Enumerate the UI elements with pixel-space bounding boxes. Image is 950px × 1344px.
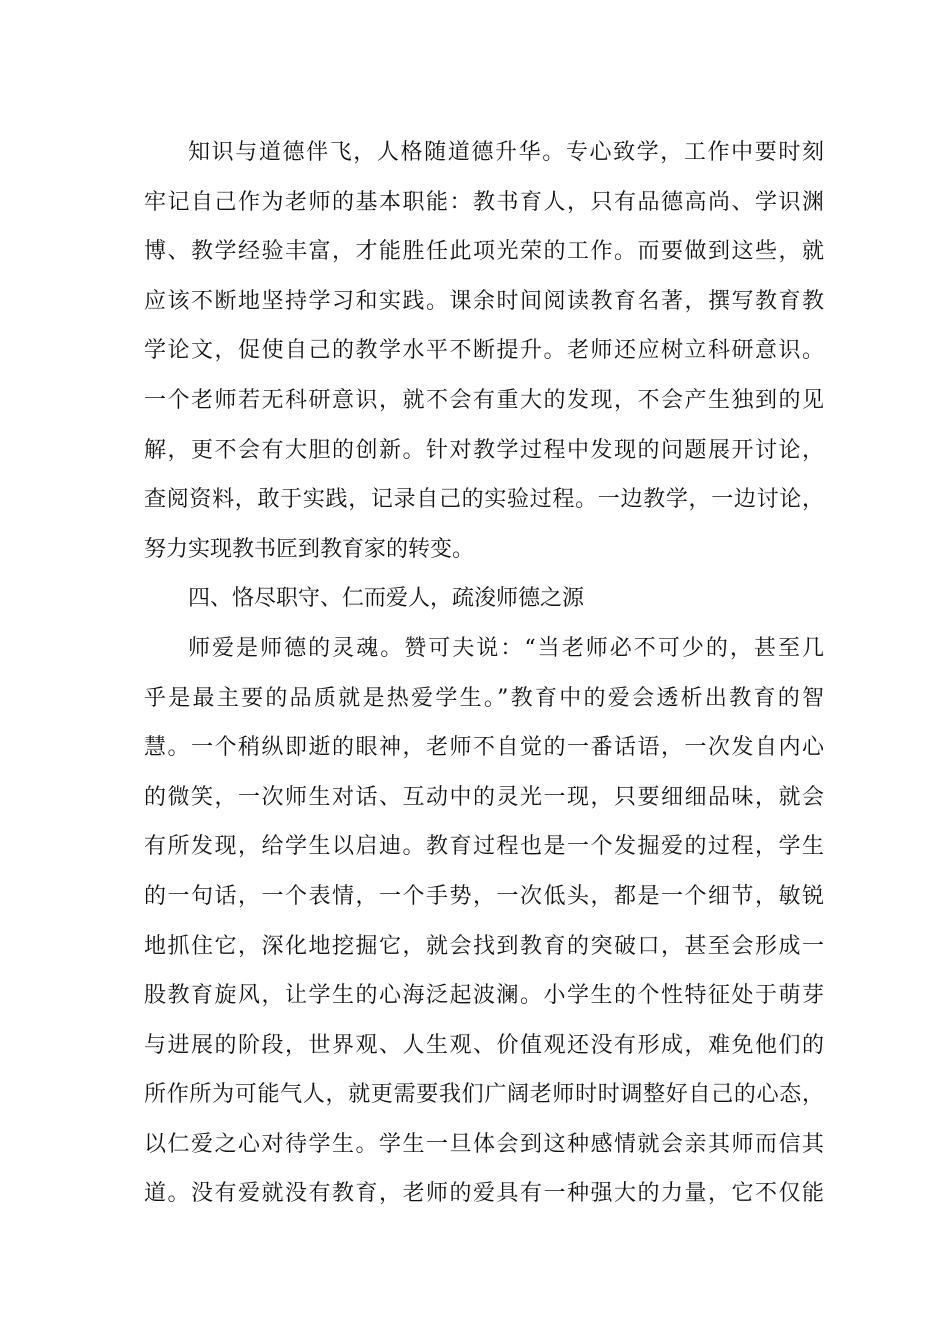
paragraph-line: 一个老师若无科研意识，就不会有重大的发现，不会产生独到的见 — [144, 387, 824, 413]
paragraph-line: 地抓住它，深化地挖掘它，就会找到教育的突破口，甚至会形成一 — [144, 933, 824, 959]
paragraph-line: 师爱是师德的灵魂。赞可夫说：“当老师必不可少的，甚至几 — [188, 635, 824, 661]
paragraph-line: 知识与道德伴飞，人格随道德升华。专心致学，工作中要时刻 — [188, 140, 824, 165]
paragraph-line: 查阅资料，敢于实践，记录自己的实验过程。一边教学，一边讨论， — [144, 487, 824, 513]
paragraph-line: 与进展的阶段，世界观、人生观、价值观还没有形成，难免他们的 — [144, 1032, 824, 1058]
paragraph-line: 乎是最主要的品质就是热爱学生。”教育中的爱会透析出教育的智 — [144, 685, 824, 711]
paragraph-line: 应该不断地坚持学习和实践。课余时间阅读教育名著，撰写教育教 — [144, 288, 824, 314]
body-text — [144, 128, 824, 1219]
paragraph-line: 慧。一个稍纵即逝的眼神，老师不自觉的一番话语，一次发自内心 — [144, 735, 824, 761]
paragraph-line: 解，更不会有大胆的创新。针对教学过程中发现的问题展开讨论， — [144, 437, 824, 463]
paragraph-line: 有所发现，给学生以启迪。教育过程也是一个发掘爱的过程，学生 — [144, 834, 824, 860]
paragraph-line: 股教育旋风，让学生的心海泛起波澜。小学生的个性特征处于萌芽 — [144, 983, 824, 1009]
paragraph-line: 的微笑，一次师生对话、互动中的灵光一现，只要细细品味，就会 — [144, 784, 824, 810]
paragraph-line: 努力实现教书匠到教育家的转变。 — [144, 536, 475, 562]
paragraph-line: 以仁爱之心对待学生。学生一旦体会到这种感情就会亲其师而信其 — [144, 1131, 824, 1157]
paragraph-line: 所作所为可能气人，就更需要我们广阔老师时时调整好自己的心态， — [144, 1082, 824, 1108]
paragraph-line: 博、教学经验丰富，才能胜任此项光荣的工作。而要做到这些，就 — [144, 239, 824, 265]
section-heading: 四、恪尽职守、仁而爱人，疏浚师德之源 — [188, 586, 585, 612]
paragraph-line: 牢记自己作为老师的基本职能：教书育人，只有品德高尚、学识渊 — [144, 189, 824, 215]
paragraph-line: 道。没有爱就没有教育，老师的爱具有一种强大的力量，它不仅能 — [144, 1181, 824, 1207]
paragraph-line: 学论文，促使自己的教学水平不断提升。老师还应树立科研意识。 — [144, 338, 824, 364]
paragraph-line: 的一句话，一个表情，一个手势，一次低头，都是一个细节，敏锐 — [144, 883, 824, 909]
